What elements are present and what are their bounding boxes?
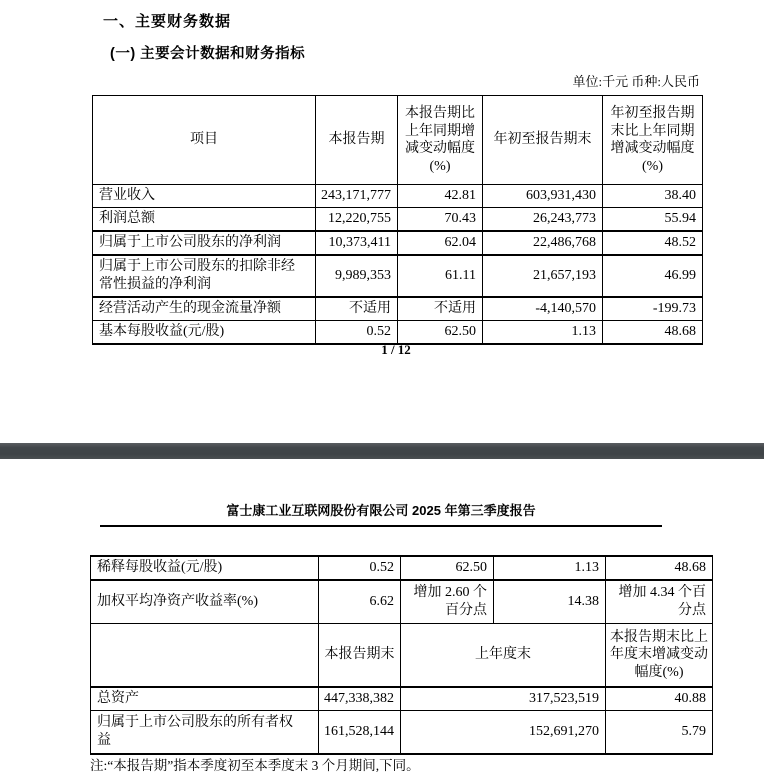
header-cell [91,624,319,688]
value-cell: 0.52 [316,321,398,345]
row-label: 加权平均净资产收益率(%) [91,580,319,624]
value-cell: 21,657,193 [483,255,603,297]
value-cell: 增加 4.34 个百分点 [606,580,713,624]
value-cell: 62.50 [401,556,494,580]
value-cell: 48.52 [603,231,703,255]
value-cell: 5.79 [606,711,713,755]
value-cell: 152,691,270 [401,711,606,755]
continued-indicators-table [90,555,713,755]
value-cell: 1.13 [483,321,603,345]
value-cell: 不适用 [398,297,483,321]
table-row [91,711,713,755]
value-cell: 161,528,144 [319,711,401,755]
row-label: 归属于上市公司股东的所有者权益 [91,711,319,755]
value-cell: 9,989,353 [316,255,398,297]
header-cell: 本报告期 [316,96,398,185]
row-label: 基本每股收益(元/股) [93,321,316,345]
section-heading: 一、主要财务数据 [103,13,232,30]
value-cell: 70.43 [398,208,483,232]
value-cell: 12,220,755 [316,208,398,232]
value-cell: 10,373,411 [316,231,398,255]
value-cell: 6.62 [319,580,401,624]
value-cell: 38.40 [603,185,703,208]
row-label: 稀释每股收益(元/股) [91,556,319,580]
value-cell: 317,523,519 [401,687,606,711]
row-label: 归属于上市公司股东的扣除非经常性损益的净利润 [93,255,316,297]
value-cell: 48.68 [606,556,713,580]
row-label: 经营活动产生的现金流量净额 [93,297,316,321]
row-label: 营业收入 [93,185,316,208]
header-cell: 本报告期末 [319,624,401,688]
header-cell: 年初至报告期末 [483,96,603,185]
table-row [91,556,713,580]
table-row [91,580,713,624]
subsection-heading: (一) 主要会计数据和财务指标 [110,46,306,62]
header-cell: 年初至报告期末比上年同期增减变动幅度(%) [603,96,703,185]
header-cell: 项目 [93,96,316,185]
value-cell: 62.50 [398,321,483,345]
value-cell: -4,140,570 [483,297,603,321]
value-cell: 1.13 [494,556,606,580]
page-number: 1 / 12 [381,342,411,357]
value-cell: 不适用 [316,297,398,321]
value-cell: 42.81 [398,185,483,208]
value-cell: 增加 2.60 个百分点 [401,580,494,624]
row-label: 总资产 [91,687,319,711]
table-row [93,297,703,321]
page2-header-title: 富士康工业互联网股份有限公司 2025 年第三季度报告 [100,500,662,527]
value-cell: 22,486,768 [483,231,603,255]
value-cell: 62.04 [398,231,483,255]
page-divider [0,443,764,459]
value-cell: 447,338,382 [319,687,401,711]
value-cell: 603,931,430 [483,185,603,208]
table-row [93,208,703,232]
main-indicators-table [92,95,703,345]
unit-currency-line: 单位:千元 币种:人民币 [572,74,700,89]
report-footnote: 注:“本报告期”指本季度初至本季度末 3 个月期间,下同。 [90,758,420,773]
table-header-row [91,624,713,688]
header-cell: 本报告期比上年同期增减变动幅度(%) [398,96,483,185]
value-cell: 26,243,773 [483,208,603,232]
value-cell: 243,171,777 [316,185,398,208]
value-cell: 61.11 [398,255,483,297]
value-cell: 55.94 [603,208,703,232]
table-row [93,321,703,345]
value-cell: 14.38 [494,580,606,624]
value-cell: 0.52 [319,556,401,580]
value-cell: 46.99 [603,255,703,297]
table-row [93,231,703,255]
row-label: 归属于上市公司股东的净利润 [93,231,316,255]
table-header-row [93,96,703,185]
value-cell: 48.68 [603,321,703,345]
table-row [93,185,703,208]
table-row [91,687,713,711]
row-label: 利润总额 [93,208,316,232]
value-cell: 40.88 [606,687,713,711]
table-row [93,255,703,297]
header-cell: 本报告期末比上年度末增减变动幅度(%) [606,624,713,688]
value-cell: -199.73 [603,297,703,321]
header-cell: 上年度末 [401,624,606,688]
